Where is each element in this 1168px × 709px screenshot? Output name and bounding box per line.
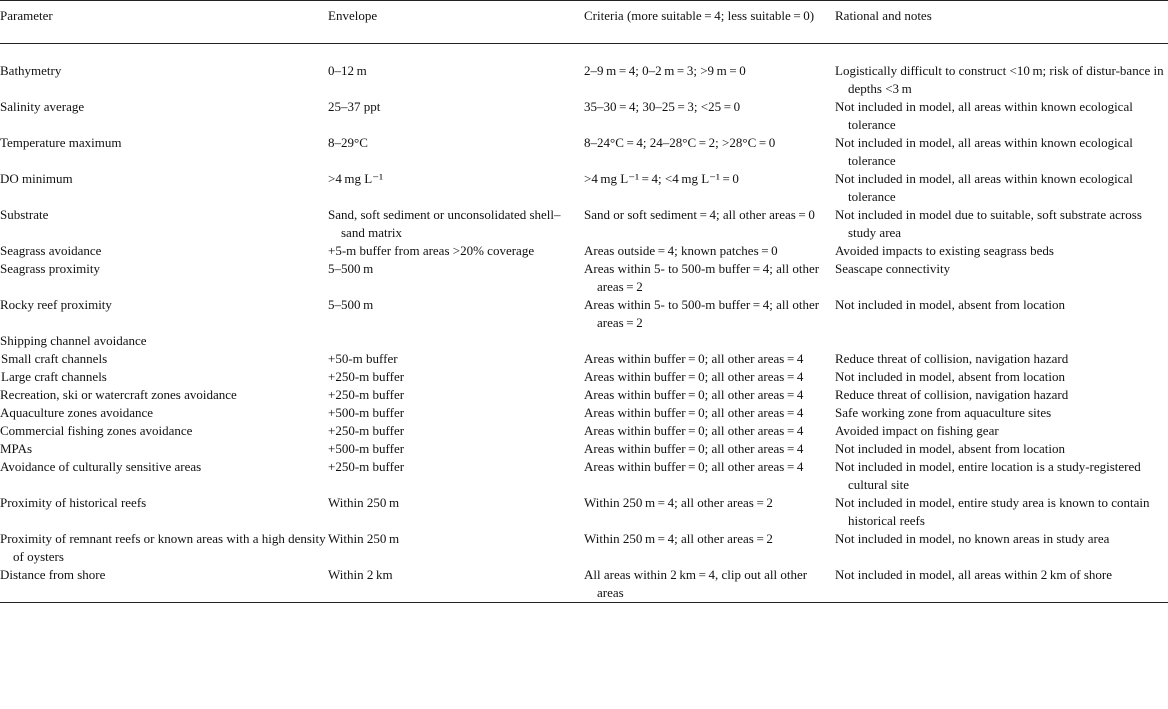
- cell-envelope: +500-m buffer: [328, 405, 405, 420]
- cell-parameter: Distance from shore: [0, 566, 328, 603]
- table-row: [0, 170, 1168, 206]
- cell-criteria: 8–24°C = 4; 24–28°C = 2; >28°C = 0: [584, 135, 776, 150]
- cell-notes: Not included in model, all areas within known ecological tolerance: [835, 171, 1133, 204]
- cell-envelope: +250-m buffer: [328, 369, 405, 384]
- cell-envelope: 0–12 m: [328, 63, 367, 78]
- cell-criteria: 35–30 = 4; 30–25 = 3; <25 = 0: [584, 99, 741, 114]
- table-row: [0, 566, 1168, 603]
- table-body: [0, 44, 1168, 603]
- table-row: [0, 242, 1168, 260]
- cell-envelope: [328, 332, 584, 350]
- cell-notes: Reduce threat of collision, navigation hazard: [835, 351, 1069, 366]
- cell-notes: Not included in model, all areas within known ecological tolerance: [835, 135, 1133, 168]
- table-row: [0, 332, 1168, 350]
- cell-parameter: Substrate: [0, 207, 49, 222]
- cell-notes: Not included in model, absent from location: [835, 297, 1065, 312]
- table-row: [0, 404, 1168, 422]
- cell-parameter: Temperature maximum: [0, 135, 122, 150]
- cell-criteria: 2–9 m = 4; 0–2 m = 3; >9 m = 0: [584, 63, 746, 78]
- cell-envelope: 5–500 m: [328, 261, 374, 276]
- table-row: [0, 260, 1168, 296]
- cell-notes: Not included in model, entire location is a study-registered cultural site: [835, 459, 1141, 492]
- cell-envelope: 25–37 ppt: [328, 99, 381, 114]
- cell-envelope: Within 250 m: [328, 495, 400, 510]
- table-row: [0, 530, 1168, 566]
- cell-envelope: +250-m buffer: [328, 459, 405, 474]
- cell-criteria: >4 mg L⁻¹ = 4; <4 mg L⁻¹ = 0: [584, 171, 739, 186]
- table-row: [0, 206, 1168, 242]
- cell-parameter: Large craft channels: [1, 369, 107, 384]
- cell-parameter: Commercial fishing zones avoidance: [0, 423, 193, 438]
- cell-notes: Not included in model, all areas within 2 km of shore: [835, 566, 1168, 603]
- table-row: [0, 134, 1168, 170]
- cell-envelope: Sand, soft sediment or unconsolidated shell–sand matrix: [328, 207, 561, 240]
- cell-notes: [835, 332, 1168, 350]
- cell-envelope: +250-m buffer: [328, 387, 405, 402]
- cell-envelope: >4 mg L⁻¹: [328, 171, 383, 186]
- table-row: [0, 368, 1168, 386]
- cell-notes: Logistically difficult to construct <10 m; risk of distur-bance in depths <3 m: [835, 63, 1164, 96]
- table-row: [0, 98, 1168, 134]
- cell-criteria: Within 250 m = 4; all other areas = 2: [584, 531, 773, 546]
- cell-notes: Avoided impacts to existing seagrass beds: [835, 243, 1054, 258]
- cell-parameter: Proximity of remnant reefs or known areas with a high density of oysters: [0, 531, 326, 564]
- cell-notes: Not included in model, absent from location: [835, 369, 1065, 384]
- cell-envelope: 8–29°C: [328, 135, 368, 150]
- cell-criteria: Areas within buffer = 0; all other areas = 4: [584, 459, 804, 474]
- cell-notes: Not included in model, no known areas in study area: [835, 531, 1110, 546]
- table-row: [0, 386, 1168, 404]
- cell-criteria: Areas within buffer = 0; all other areas = 4: [584, 369, 804, 384]
- cell-criteria: Areas within buffer = 0; all other areas = 4: [584, 405, 804, 420]
- cell-envelope: +250-m buffer: [328, 423, 405, 438]
- header-parameter: Parameter: [0, 1, 328, 44]
- cell-parameter: Avoidance of culturally sensitive areas: [0, 459, 202, 474]
- cell-criteria: Areas within 5- to 500-m buffer = 4; all other areas = 2: [584, 297, 820, 330]
- cell-notes: Not included in model due to suitable, soft substrate across study area: [835, 207, 1142, 240]
- cell-criteria: All areas within 2 km = 4, clip out all other areas: [584, 566, 835, 603]
- cell-parameter: Seagrass proximity: [0, 261, 101, 276]
- cell-criteria: Sand or soft sediment = 4; all other areas = 0: [584, 207, 815, 222]
- table-row: [0, 44, 1168, 99]
- cell-envelope: +5-m buffer from areas >20% coverage: [328, 243, 535, 258]
- table-row: [0, 440, 1168, 458]
- table-row: [0, 350, 1168, 368]
- cell-notes: Reduce threat of collision, navigation hazard: [835, 387, 1069, 402]
- cell-parameter: Shipping channel avoidance: [0, 333, 147, 348]
- cell-parameter: DO minimum: [0, 171, 73, 186]
- cell-criteria: Areas outside = 4; known patches = 0: [584, 243, 778, 258]
- cell-parameter: Rocky reef proximity: [0, 297, 112, 312]
- cell-notes: Safe working zone from aquaculture sites: [835, 405, 1052, 420]
- cell-notes: Seascape connectivity: [835, 261, 951, 276]
- cell-criteria: Areas within buffer = 0; all other areas = 4: [584, 387, 804, 402]
- cell-parameter: Recreation, ski or watercraft zones avoidance: [0, 387, 237, 402]
- cell-parameter: MPAs: [0, 441, 33, 456]
- cell-notes: Avoided impact on fishing gear: [835, 423, 999, 438]
- table-header: [0, 1, 1168, 44]
- cell-criteria: Areas within buffer = 0; all other areas = 4: [584, 351, 804, 366]
- cell-parameter: Proximity of historical reefs: [0, 495, 147, 510]
- cell-notes: Not included in model, all areas within known ecological tolerance: [835, 99, 1133, 132]
- cell-envelope: Within 2 km: [328, 566, 584, 603]
- table-row: [0, 458, 1168, 494]
- cell-parameter: Salinity average: [0, 99, 85, 114]
- header-row: [0, 1, 1168, 44]
- table-row: [0, 296, 1168, 332]
- cell-parameter: Seagrass avoidance: [0, 243, 102, 258]
- cell-parameter: Aquaculture zones avoidance: [0, 405, 154, 420]
- cell-criteria: Areas within 5- to 500-m buffer = 4; all other areas = 2: [584, 261, 820, 294]
- cell-parameter: Small craft channels: [1, 351, 108, 366]
- header-envelope: Envelope: [328, 1, 584, 44]
- cell-envelope: Within 250 m: [328, 531, 400, 546]
- cell-criteria: Within 250 m = 4; all other areas = 2: [584, 495, 773, 510]
- cell-notes: Not included in model, absent from location: [835, 441, 1065, 456]
- cell-criteria: [584, 332, 835, 350]
- cell-envelope: +500-m buffer: [328, 441, 405, 456]
- header-notes: Rational and notes: [835, 1, 1168, 44]
- cell-envelope: +50-m buffer: [328, 351, 398, 366]
- cell-notes: Not included in model, entire study area is known to contain historical reefs: [835, 495, 1150, 528]
- cell-parameter: Bathymetry: [0, 63, 62, 78]
- cell-criteria: Areas within buffer = 0; all other areas = 4: [584, 423, 804, 438]
- header-criteria: Criteria (more suitable = 4; less suitable = 0): [584, 1, 835, 44]
- table-row: [0, 494, 1168, 530]
- cell-criteria: Areas within buffer = 0; all other areas = 4: [584, 441, 804, 456]
- cell-envelope: 5–500 m: [328, 297, 374, 312]
- table-row: [0, 422, 1168, 440]
